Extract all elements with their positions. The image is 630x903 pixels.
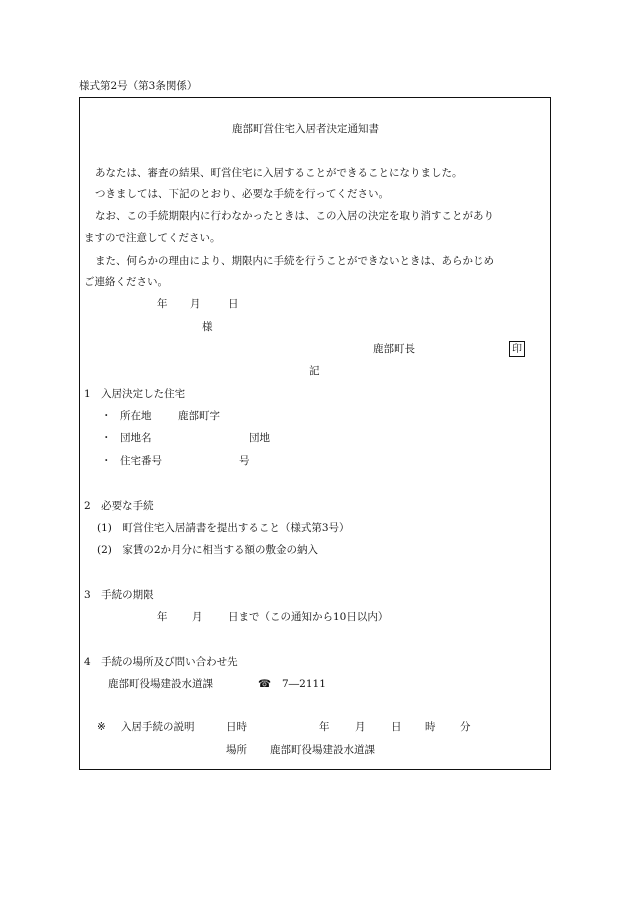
phone-icon: ☎ — [258, 678, 272, 690]
paragraph-2: つきましては、下記のとおり、必要な手続を行ってください。 — [95, 188, 389, 200]
note-hour: 時 — [425, 721, 436, 733]
paragraph-3-line-1: なお、この手続期限内に行わなかったときは、この入居の決定を取り消すことがあり — [95, 210, 494, 222]
sender-name: 鹿部町長 — [373, 343, 415, 355]
section4-heading: 4 手続の場所及び問い合わせ先 — [84, 656, 238, 668]
note-label: 入居手続の説明 — [121, 721, 195, 733]
note-day: 日 — [391, 721, 402, 733]
deadline-month: 月 — [192, 611, 203, 623]
complex-label: 団地名 — [120, 432, 152, 444]
complex-suffix: 団地 — [249, 432, 270, 444]
location-label: 所在地 — [120, 410, 152, 422]
section1-heading: 1 入居決定した住宅 — [84, 388, 186, 400]
paragraph-4-line-2: ご連絡ください。 — [84, 276, 168, 288]
procedure-item-1: (1) 町営住宅入居請書を提出すること（様式第3号） — [97, 522, 350, 534]
note-place-label: 場所 — [226, 744, 247, 756]
bullet: ・ — [101, 410, 112, 422]
number-suffix: 号 — [239, 455, 250, 467]
paragraph-1: あなたは、審査の結果、町営住宅に入居することができることになりました。 — [95, 167, 463, 179]
note-datetime-label: 日時 — [226, 721, 247, 733]
document-title: 鹿部町営住宅入居者決定通知書 — [232, 123, 379, 135]
section3-heading: 3 手続の期限 — [84, 589, 154, 601]
bullet: ・ — [101, 455, 112, 467]
seal-mark: 印 — [509, 341, 525, 357]
note-month: 月 — [355, 721, 366, 733]
procedure-item-2: (2) 家賃の2か月分に相当する額の敷金の納入 — [97, 544, 319, 556]
date-day: 日 — [228, 298, 239, 310]
form-number: 様式第2号（第3条関係） — [79, 80, 198, 92]
note-place-value: 鹿部町役場建設水道課 — [270, 744, 375, 756]
paragraph-3-line-2: ますので注意してください。 — [84, 232, 221, 244]
location-value: 鹿部町字 — [178, 410, 220, 422]
number-label: 住宅番号 — [120, 455, 162, 467]
date-year: 年 — [157, 298, 168, 310]
paragraph-4-line-1: また、何らかの理由により、期限内に手続を行うことができないときは、あらかじめ — [95, 255, 494, 267]
section2-heading: 2 必要な手続 — [84, 500, 154, 512]
phone-number: 7―2111 — [282, 678, 326, 690]
deadline-day: 日まで（この通知から10日以内） — [228, 611, 389, 623]
bullet: ・ — [101, 432, 112, 444]
date-month: 月 — [190, 298, 201, 310]
deadline-year: 年 — [157, 611, 168, 623]
addressee-honorific: 様 — [202, 321, 213, 333]
note-mark: ※ — [97, 721, 106, 733]
note-minute: 分 — [460, 721, 471, 733]
ki-heading: 記 — [309, 365, 320, 377]
office-name: 鹿部町役場建設水道課 — [108, 678, 213, 690]
note-year: 年 — [319, 721, 330, 733]
